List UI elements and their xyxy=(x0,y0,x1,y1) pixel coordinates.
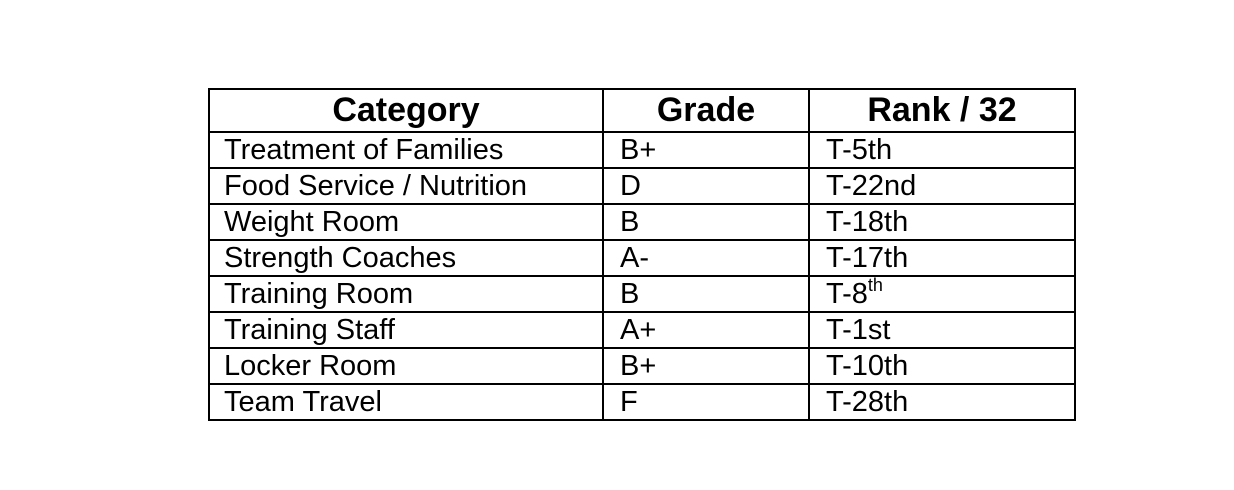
table-row xyxy=(209,240,1075,276)
grade-cell: B+ xyxy=(603,132,809,168)
table-row xyxy=(209,132,1075,168)
category-cell: Weight Room xyxy=(209,204,603,240)
grades-table xyxy=(208,88,1076,421)
table-row xyxy=(209,276,1075,312)
category-cell: Training Staff xyxy=(209,312,603,348)
header-rank: Rank / 32 xyxy=(809,89,1075,132)
table-row xyxy=(209,312,1075,348)
grade-cell: B+ xyxy=(603,348,809,384)
header-row xyxy=(209,89,1075,132)
rank-cell xyxy=(809,276,1075,312)
header-category: Category xyxy=(209,89,603,132)
table-row xyxy=(209,348,1075,384)
grade-cell: B xyxy=(603,204,809,240)
rank-ordinal-suffix: th xyxy=(867,276,883,295)
rank-cell: T-1st xyxy=(809,312,1075,348)
grade-cell: A- xyxy=(603,240,809,276)
grade-cell: A+ xyxy=(603,312,809,348)
table-row xyxy=(209,204,1075,240)
rank-cell: T-22nd xyxy=(809,168,1075,204)
grade-cell: B xyxy=(603,276,809,312)
rank-cell: T-18th xyxy=(809,204,1075,240)
category-cell: Treatment of Families xyxy=(209,132,603,168)
grade-cell: F xyxy=(603,384,809,420)
category-cell: Food Service / Nutrition xyxy=(209,168,603,204)
grade-cell: D xyxy=(603,168,809,204)
category-cell: Locker Room xyxy=(209,348,603,384)
rank-cell: T-5th xyxy=(809,132,1075,168)
rank-cell: T-28th xyxy=(809,384,1075,420)
table-row xyxy=(209,384,1075,420)
category-cell: Training Room xyxy=(209,276,603,312)
rank-value: T-8 xyxy=(826,278,868,310)
table-row xyxy=(209,168,1075,204)
header-grade: Grade xyxy=(603,89,809,132)
category-cell: Strength Coaches xyxy=(209,240,603,276)
rank-cell: T-17th xyxy=(809,240,1075,276)
category-cell: Team Travel xyxy=(209,384,603,420)
rank-cell: T-10th xyxy=(809,348,1075,384)
